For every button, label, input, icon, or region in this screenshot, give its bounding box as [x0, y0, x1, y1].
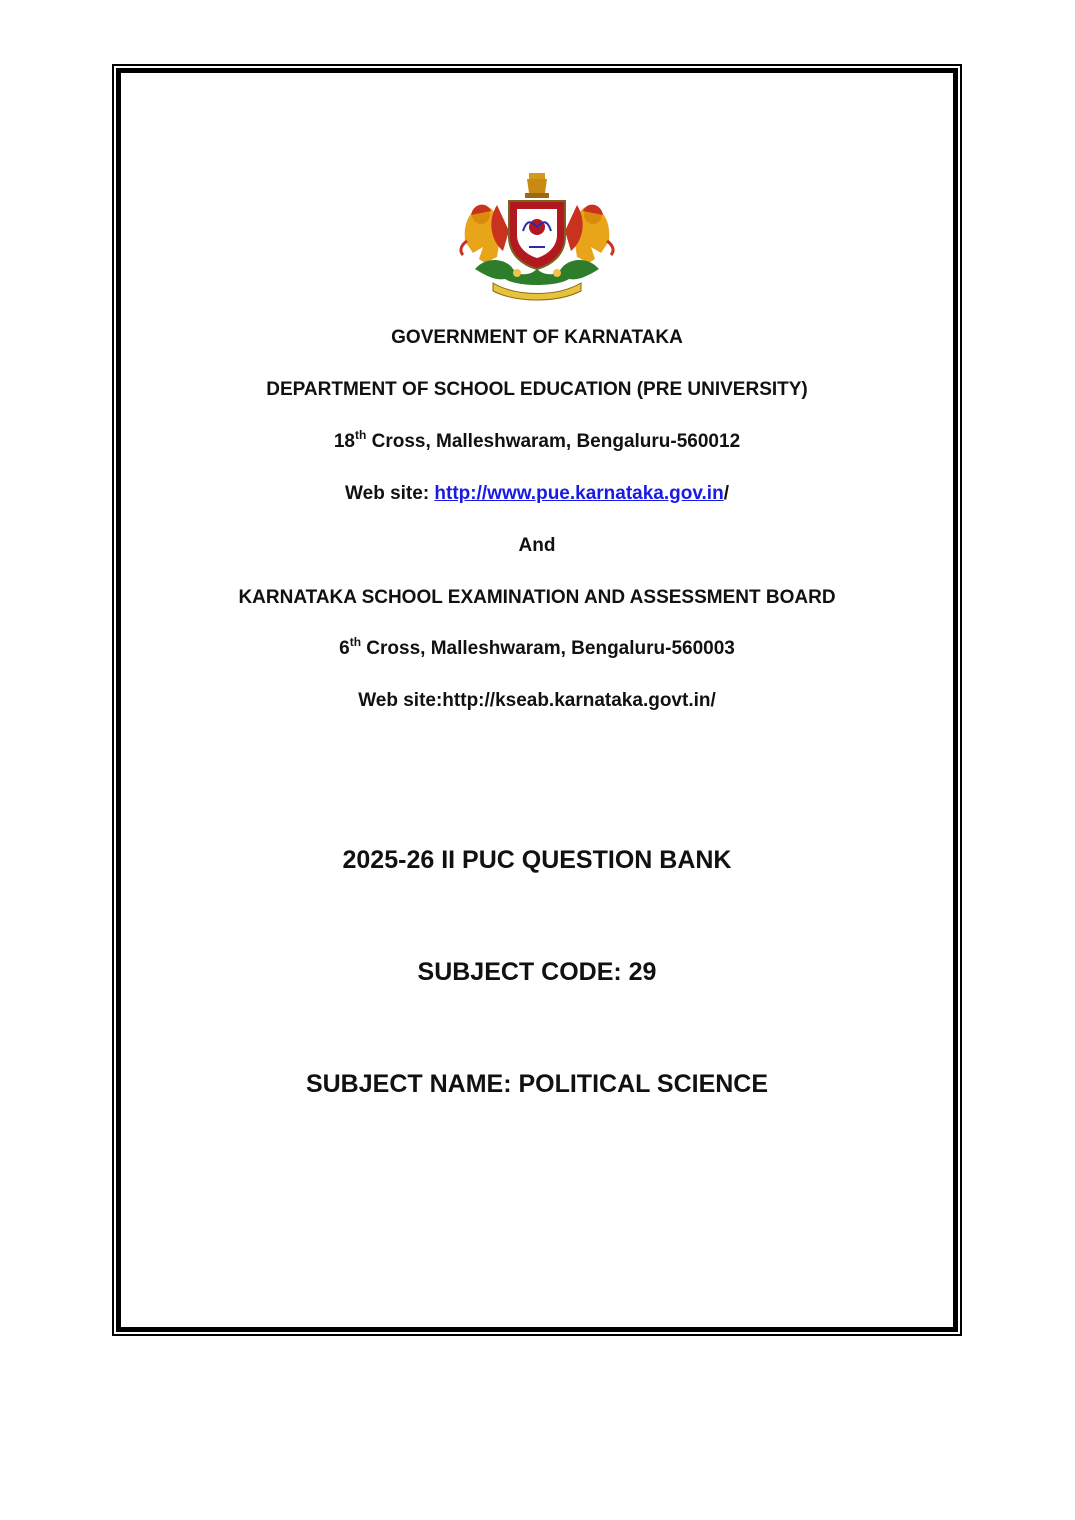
address-text: Cross, Malleshwaram, Bengaluru-560012	[366, 431, 741, 452]
website-label: Web site:	[345, 483, 435, 504]
department-website-link[interactable]: http://www.pue.karnataka.gov.in	[434, 483, 724, 504]
address-number: 18	[333, 431, 355, 452]
subject-name: SUBJECT NAME: POLITICAL SCIENCE	[305, 1070, 769, 1098]
board-website: Web site:http://kseab.karnataka.govt.in/	[358, 690, 716, 711]
board-address	[116, 635, 958, 660]
website-trailing-slash: /	[723, 483, 729, 504]
address-number: 6	[339, 638, 350, 659]
karnataka-state-emblem-icon	[457, 171, 617, 301]
document-title: 2025-26 II PUC QUESTION BANK	[342, 846, 732, 874]
address-ordinal-suffix: th	[354, 428, 367, 442]
address-ordinal-suffix: th	[349, 635, 362, 649]
department-website	[116, 483, 958, 505]
board-heading: KARNATAKA SCHOOL EXAMINATION AND ASSESSMENT BOARD	[238, 587, 836, 608]
and-conjunction: And	[518, 535, 556, 556]
department-heading: DEPARTMENT OF SCHOOL EDUCATION (PRE UNIVERSITY)	[266, 379, 808, 400]
department-address	[116, 428, 958, 453]
subject-code: SUBJECT CODE: 29	[417, 958, 657, 986]
address-text: Cross, Malleshwaram, Bengaluru-560003	[361, 638, 735, 659]
government-heading: GOVERNMENT OF KARNATAKA	[391, 327, 683, 348]
